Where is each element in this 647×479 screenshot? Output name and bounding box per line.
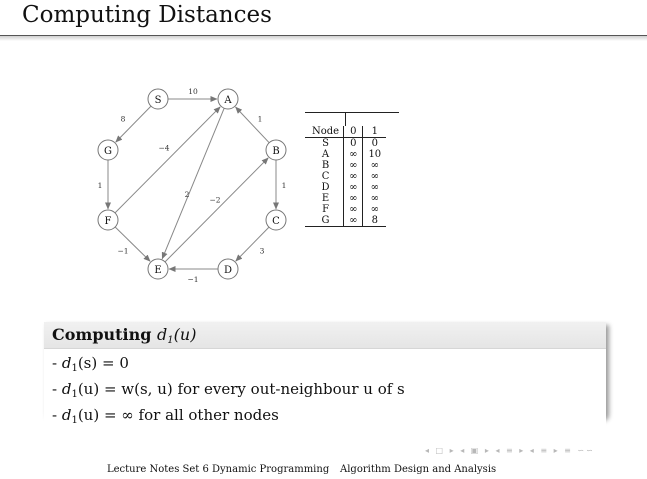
edge-weight-label: 3 (259, 246, 265, 256)
table-cell: C (305, 171, 344, 182)
block-title-math (157, 325, 196, 344)
node-label: F (104, 216, 112, 227)
table-cell: ∞ (344, 193, 363, 204)
edge-weight-label: −4 (158, 143, 170, 153)
edge-e-b (165, 158, 268, 262)
footer-left: Lecture Notes Set 6 Dynamic Programming (107, 464, 330, 475)
table-cell: G (305, 215, 344, 227)
line-sub: 1 (71, 415, 78, 426)
table-cell: B (305, 160, 344, 171)
line-prefix: - (52, 354, 62, 372)
line-rest: (s) = 0 (77, 354, 129, 372)
line-fn: d (61, 354, 72, 372)
table-cell: ∞ (344, 182, 363, 193)
graph-node-s (148, 89, 168, 109)
node-label: D (223, 265, 233, 276)
node-label: B (272, 146, 280, 157)
graph-node-c (266, 210, 286, 230)
beamer-nav-symbols[interactable]: ◂ □ ▸ ◂ ▣ ▸ ◂ ≡ ▸ ◂ ≡ ▸ ≡ ∽∽ (425, 446, 595, 455)
table-cell: 8 (363, 215, 386, 227)
edge-b-a (236, 107, 270, 143)
table-cell: E (305, 193, 344, 204)
edge-a-e (162, 108, 224, 259)
table-cell: ∞ (344, 149, 363, 160)
edge-s-g (116, 106, 151, 142)
block-line-1 (52, 353, 598, 379)
table-row (305, 171, 386, 182)
table-cell: ∞ (344, 215, 363, 227)
edge-weight-label: −1 (117, 246, 129, 256)
table-row (305, 193, 386, 204)
edge-weight-label: 1 (281, 181, 287, 190)
block-title-arg: (u) (173, 325, 197, 344)
block-title (44, 322, 606, 349)
line-rest: (u) = ∞ for all other nodes (77, 406, 279, 424)
block-title-fn: d (157, 325, 168, 344)
table-row (305, 138, 386, 150)
table-cell: 0 (344, 138, 363, 150)
edge-weight-label: −2 (209, 195, 221, 205)
table-cell: A (305, 149, 344, 160)
table-header-node: Node (305, 126, 344, 138)
table-row (305, 149, 386, 160)
block-line-2 (52, 379, 598, 405)
edge-weight-label: 8 (120, 114, 126, 124)
edge-weight-label: 10 (188, 87, 198, 96)
block-body (44, 349, 606, 435)
table-row (305, 215, 386, 227)
edge-weight-label: 1 (257, 114, 263, 124)
table-row (305, 160, 386, 171)
graph-node-b (266, 140, 286, 160)
table-row (305, 204, 386, 215)
node-label: S (154, 95, 162, 106)
table-header-row (305, 126, 386, 138)
table-cell: 0 (371, 138, 378, 149)
graph-node-e (148, 259, 168, 279)
table-cell: ∞ (370, 193, 379, 204)
table-stub-rule (345, 112, 346, 126)
footer-right: Algorithm Design and Analysis (340, 464, 497, 475)
node-label: C (272, 216, 280, 227)
node-label: A (224, 95, 232, 106)
graph-diagram (80, 76, 310, 286)
line-fn: d (61, 380, 72, 398)
table-cell: ∞ (344, 160, 363, 171)
table-cell: 10 (368, 149, 382, 160)
line-sub: 1 (71, 363, 78, 374)
edge-weight-label: −1 (187, 275, 199, 284)
line-fn: d (61, 406, 72, 424)
graph-node-a (218, 89, 238, 109)
table-cell: F (305, 204, 344, 215)
node-label: E (154, 265, 162, 276)
table-cell: S (305, 138, 344, 150)
title-shadow (0, 36, 647, 41)
edge-weight-label: 2 (184, 190, 190, 199)
node-label: G (104, 146, 112, 157)
table-cell: D (305, 182, 344, 193)
table-row (305, 182, 386, 193)
table-cell: ∞ (370, 171, 379, 182)
graph-node-g (98, 140, 118, 160)
line-rest: (u) = w(s, u) for every out-neighbour u of s (77, 380, 405, 398)
table-cell: ∞ (370, 204, 379, 215)
line-sub: 1 (71, 389, 78, 400)
graph-node-f (98, 210, 118, 230)
title-bar (0, 0, 647, 36)
edge-f-e (115, 227, 150, 261)
line-prefix: - (52, 380, 62, 398)
table-header-1: 1 (363, 126, 386, 138)
table-header-0: 0 (344, 126, 363, 138)
edge-c-d (236, 227, 269, 261)
definition-block (44, 322, 606, 426)
line-prefix: - (52, 406, 62, 424)
table-cell: ∞ (344, 171, 363, 182)
table-top-rule (305, 112, 399, 127)
table-cell: ∞ (370, 182, 379, 193)
table-cell: ∞ (370, 160, 379, 171)
block-title-sub: 1 (167, 335, 174, 346)
graph-node-d (218, 259, 238, 279)
block-line-3 (52, 405, 598, 431)
edge-f-a (115, 107, 220, 213)
table-cell: ∞ (344, 204, 363, 215)
slide-title: Computing Distances (22, 2, 272, 28)
edge-weight-label: 1 (97, 181, 103, 190)
distance-table (305, 126, 386, 227)
block-title-word: Computing (52, 325, 152, 344)
